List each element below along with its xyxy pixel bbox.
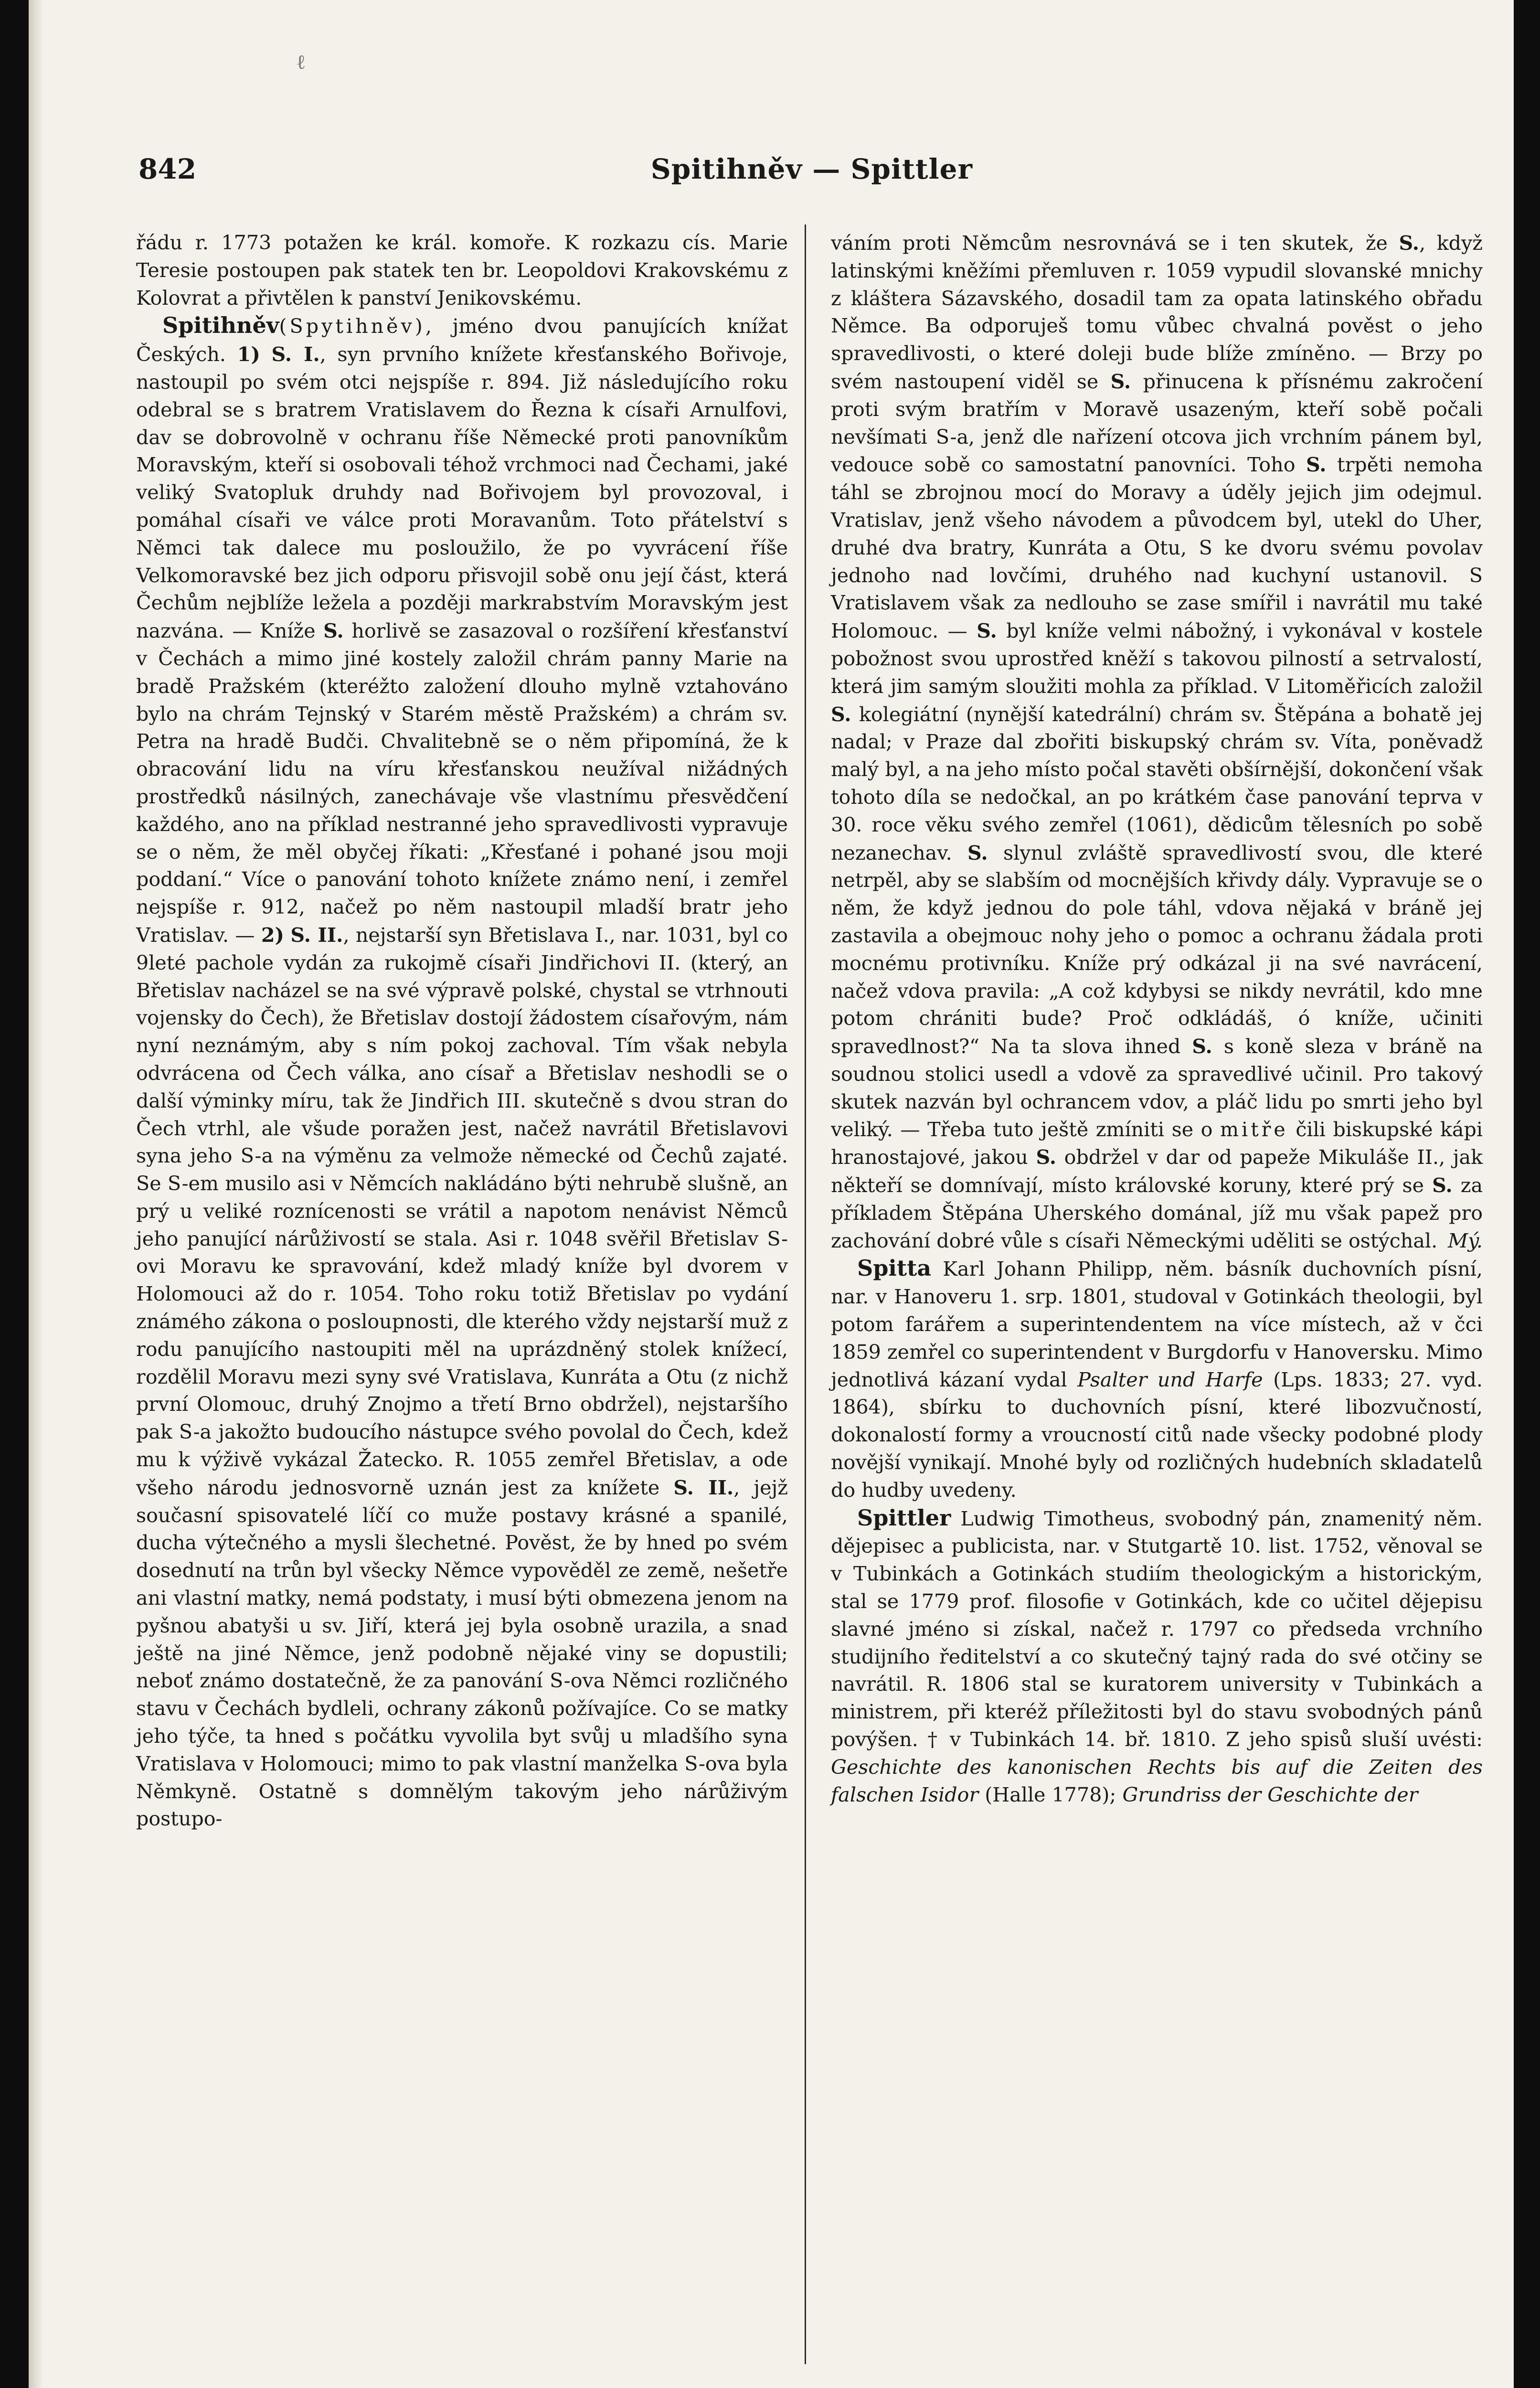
- paragraph-continuation: řádu r. 1773 potažen ke král. komoře. K rozkazu cís. Marie Teresie postoupen pak statek ten br. Leopoldovi Krakovskému z Kolovrat a přivtělen k panství Jenikovskému.: [136, 231, 788, 309]
- pencil-mark: ℓ: [296, 50, 306, 74]
- right-column: [831, 229, 1483, 2359]
- entry-headword: Spitihněv: [162, 312, 279, 339]
- author-signature: Mý.: [1447, 1229, 1483, 1252]
- entry-spitihnev: Spitihněv(Spytihněv), jméno dvou panujících knížat Českých. 1) S. I., syn prvního knížete křesťanského Bořivoje, nastoupil po svém otci nejspíše r. 894. Již následujícího roku odebral se s bratrem Vratislavem do Řezna k císaři Arnulfovi, dav se dobrovolně v ochranu říše Německé proti panovníkům Moravským, kteří si osobovali téhož vrchmoci nad Čechami, jaké veliký Svatopluk druhdy nad Bořivojem byl provozoval, i pomáhal císaři ve válce proti Moravanům. Toto přátelství s Němci tak dalece mu posloužilo, že po vyvrácení říše Velkomoravské bez jich odporu přisvojil sobě onu její část, která Čechům nejblíže ležela a později markrabstvím Moravským jest nazvána. — Kníže S. horlivě se zasazoval o rozšíření křesťanství v Čechách a mimo jiné kostely založil chrám panny Marie na bradě Pražském (kteréžto založení dlouho mylně vztahováno bylo na chrám Tejnský v Starém městě Pražském) a chrám sv. Petra na hradě Budči. Chvalitebně se o něm připomíná, že k obracování lidu na víru křesťanskou neužíval nižádných prostředků násilných, zanechávaje vše vlastnímu přesvědčení každého, ano na příklad nestranné jeho spravedlivosti vypravuje se o něm, že měl obyčej říkati: „Křesťané i pohané jsou moji poddaní.“ Více o panování tohoto knížete známo není, i zemřel nejspíše r. 912, načež po něm nastoupil mladší bratr jeho Vratislav. — 2) S. II., nejstarší syn Břetislava I., nar. 1031, byl co 9leté pachole vydán za rukojmě císaři Jindřichovi II. (který, an Břetislav nacházel se na své výpravě polské, chystal se vtrhnouti vojensky do Čech), že Břetislav dostojí žádostem císařovým, nám nyní neznámým, aby s ním pokoj zachoval. Tím však nebyla odvrácena od Čech válka, ano císař a Břetislav neshodli se o další výminky míru, tak že Jindřich III. skutečně s dvou stran do Čech vtrhl, ale všude poražen jest, načež navrátil Břetislavovi syna jeho S-a na výměnu za velmože německé od Čechů zajaté. Se S-em musilo asi v Němcích nakládáno býti nehrubě slušně, an prý u veliké roznícenosti se vrátil a napotom nenávist Němců jeho panující nárůživostí se stala. Asi r. 1048 svěřil Břetislav S-ovi Moravu ke spravování, kdež mladý kníže byl dvorem v Holomouci až do r. 1054. Toho roku totiž Břetislav po vydání známého zákona o posloupnosti, dle kterého vždy nejstarší muž z rodu panujícího nastoupiti měl na uprázdněný stolek knížecí, rozdělil Moravu mezi syny své Vratislava, Kunráta a Otu (z nichž první Olomouc, druhý Znojmo a třetí Brno obdržel), nejstaršího pak S-a jakožto budoucího nástupce svého povolal do Čech, kdež mu k výživě vykázal Žatecko. R. 1055 zemřel Břetislav, a ode všeho národu jednosvorně uznán jest za knížete S. II., jejž současní spisovatelé líčí co muže postavy krásné a spanilé, ducha výtečného a mysli šlechetné. Pověst, že by hned po svém dosednutí na trůn byl všecky Němce vypověděl ze země, nešetře ani vlastní matky, nemá podstaty, i musí býti obmezena jenom na pyšnou abatyši u sv. Jiří, která jej byla osobně urazila, a snad ještě na jiné Němce, jenž podobně nějaké viny se dopustili; neboť známo dostatečně, že za panování S-ova Němci rozličného stavu v Čechách bydleli, ochrany zákonů požívajíce. Co se matky jeho týče, ta hned s počátku vyvolila byt svůj u mladšího syna Vratislava v Holomouci; mimo to pak vlastní manželka S-ova byla Němkyně. Ostatně s domnělým takovým jeho nárůživým postupo-: [136, 312, 788, 1831]
- page-number: 842: [138, 153, 197, 185]
- entry-headword: Spittler: [857, 1504, 951, 1531]
- left-column: [136, 229, 788, 2359]
- page-gutter-shadow: [29, 0, 43, 2388]
- paragraph-continuation: váním proti Němcům nesrovnává se i ten skutek, že S., když latinskými kněžími přemluven r. 1059 vypudil slovanské mnichy z kláštera Sázavského, dosadil tam za opata latinského obřadu Němce. Ba odporuješ tomu vůbec chvalná pověst o jeho spravedlivosti, o které doleji bude blíže zmíněno. — Brzy po svém nastoupení viděl se S. přinucena k přísnému zakročení proti svým bratřím v Moravě usazeným, kteří sobě počali nevšímati S-a, jenž dle nařízení otcova jich vrchním pánem byl, vedouce sobě co samostatní panovníci. Toho S. trpěti nemoha táhl se zbrojnou mocí do Moravy a úděly jejich jim odejmul. Vratislav, jenž všeho návodem a původcem byl, utekl do Uher, druhé dva bratry, Kunráta a Otu, S ke dvoru svému povolav jednoho nad lovčími, druhého nad kuchyní ustanovil. S Vratislavem však za nedlouho se zase smířil i navrátil mu také Holomouc. — S. byl kníže velmi nábožný, i vykonával v kostele pobožnost svou uprostřed kněží s takovou pilností a setrvalostí, která jim samým sloužiti mohla za příklad. V Litoměřicích založil S. kolegiátní (nynější katedrální) chrám sv. Štěpána a bohatě jej nadal; v Praze dal zbořiti biskupský chrám sv. Víta, poněvadž malý byl, a na jeho místo počal stavěti obšírnější, dokončení však tohoto díla se nedočkal, an po krátkém čase panování teprva v 30. roce věku svého zemřel (1061), dědicům tělesních po sobě nezanechav. S. slynul zvláště spravedlivostí svou, dle které netrpěl, aby se slabším od mocnějších křivdy dály. Vypravuje se o něm, že když jednou do pole táhl, vdova nějaká v bráně jej zastavila a obejmouc nohy jeho o pomoc a ochranu žádala proti mocnému protivníku. Kníže prý odkázal ji na své navrácení, načež vdova pravila: „A což kdybysi se nikdy nevrátil, kdo mne potom chrániti bude? Proč odkládáš, ó kníže, učiniti spravedlnost?“ Na ta slova ihned S. s koně sleza v bráně na soudnou stolici usedl a vdově za spravedlivé učinil. Pro takový skutek nazván byl ochrancem vdov, a pláč lidu po smrti jeho byl veliký. — Třeba tuto ještě zmíniti se o mitře čili biskupské kápi hranostajové, jakou S. obdržel v dar od papeže Mikuláše II., jak někteří se domnívají, místo královské koruny, které prý se S. za příkladem Štěpána Uherského dománal, jíž mu však papež pro zachování dobré vůle s císaři Německými uděliti se ostýchal. Mý.: [831, 229, 1483, 1255]
- scanned-page: [29, 0, 1514, 2388]
- running-title: Spitihněv — Spittler: [650, 153, 973, 185]
- column-divider: [805, 224, 806, 2364]
- entry-spittler: Spittler Ludwig Timotheus, svobodný pán, znamenitý něm. dějepisec a publicista, nar. v Stutgartě 10. list. 1752, věnoval se v Tubinkách a Gotinkách studiím theologickým a historickým, stal se 1779 prof. filosofie v Gotinkách, kde co učitel dějepisu slavné jméno si získal, načež r. 1797 co předseda vrchního studijního ředitelství a co skutečný tajný rada do své otčiny se navrátil. R. 1806 stal se kuratorem university v Tubinkách a ministrem, při kteréž příležitosti byl do stavu svobodných pánů povýšen. † v Tubinkách 14. bř. 1810. Z jeho spisů sluší uvésti: Geschichte des kanonischen Rechts bis auf die Zeiten des falschen Isidor (Halle 1778); Grundriss der Geschichte der: [831, 1504, 1483, 1806]
- entry-headword: Spitta: [857, 1255, 932, 1281]
- entry-spitta: Spitta Karl Johann Philipp, něm. básník duchovních písní, nar. v Hanoveru 1. srp. 1801, studoval v Gotinkách theologii, byl potom farářem a superintendentem na více místech, až v čci 1859 zemřel co superintendent v Burgdorfu v Hanoversku. Mimo jednotlivá kázaní vydal Psalter und Harfe (Lps. 1833; 27. vyd. 1864), sbírku to duchovních písní, které libozvučností, dokonalostí formy a vroucností citů nade všecky podobné plody novější vynikají. Mnohé byly od rozličných hudebních skladatelů do hudby uvedeny.: [831, 1255, 1483, 1502]
- page-header: [138, 153, 1485, 191]
